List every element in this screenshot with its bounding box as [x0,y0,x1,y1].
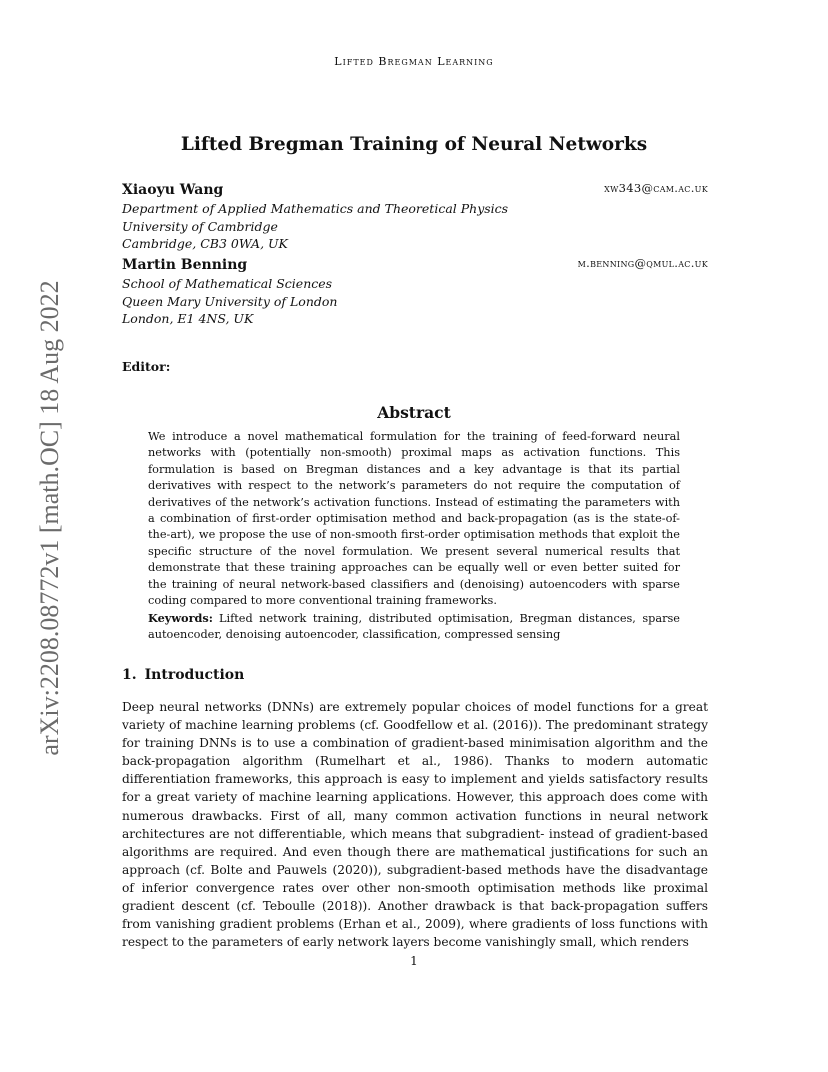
author-block-2 [122,256,708,328]
affiliation-line: University of Cambridge [122,218,278,234]
author-email[interactable]: m.benning@qmul.ac.uk [577,256,708,270]
arxiv-identifier: arXiv:2208.08772v1 [math.OC] 18 Aug 2022 [35,280,64,756]
author-name: Xiaoyu Wang [122,182,224,198]
author-block-1 [122,181,708,253]
keywords-text: Lifted network training, distributed optimisation, Bregman distances, sparse autoencoder, denoising autoencoder, classification, compressed sensing [148,612,680,642]
affiliation-line: Cambridge, CB3 0WA, UK [122,236,288,251]
section-number: 1. [122,667,137,683]
page-number: 1 [410,954,418,968]
affiliation-line: Department of Applied Mathematics and Theoretical Physics [122,201,509,216]
introduction-text: Deep neural networks (DNNs) are extremely popular choices of model functions for a great variety of machine learning problems (cf. Goodfellow et al. (2016)). The predominant strategy for training DNNs is to use a combination of gradient-based minimisation algorithm and the back-propagation algorithm (Rumelhart et al., 1986). Thanks to modern automatic differentiation frameworks, this approach is easy to implement and yields satisfactory results for a great variety of machine learning applications. However, this approach does come with numerous drawbacks. First of all, many common activation functions in neural network architectures are not differentiable, which means that subgradient- instead of gradient-based algorithms are required. And even though there are mathematical justifications for such an approach (cf. Bolte and Pauwels (2020)), subgradient-based methods have the disadvantage of inferior convergence rates over other non-smooth optimisation methods like proximal gradient descent (cf. Teboulle (2018)). Another drawback is that back-propagation suffers from vanishing gradient problems (Erhan et al., 2009), where gradients of loss functions with respect to the parameters of early network layers become vanishingly small, which renders [122,700,708,950]
abstract-heading: Abstract [377,403,451,422]
author-email[interactable]: xw343@cam.ac.uk [604,181,708,195]
keywords-label: Keywords: [148,611,213,625]
section-title: Introduction [144,667,245,683]
author-name: Martin Benning [122,257,248,273]
keywords [148,610,680,644]
section-heading [122,667,244,683]
affiliation-line: School of Mathematical Sciences [122,276,333,291]
abstract-text: We introduce a novel mathematical formulation for the training of feed-forward neural networks with (potentially non-smooth) proximal maps as activation functions. This formulation is based on Bregman distances and a key advantage is that its partial derivatives with respect to the network’s parameters do not require the computation of derivatives of the network’s activation functions. Instead of estimating the parameters with a combination of first-order optimisation method and back-propagation (as is the state-of-the-art), we propose the use of non-smooth first-order optimisation methods that exploit the specific structure of the novel formulation. We present several numerical results that demonstrate that these training approaches can be equally well or even better suited for the training of neural network-based classifiers and (denoising) autoencoders with sparse coding compared to more conventional training frameworks. [148,430,680,608]
affiliation-line: London, E1 4NS, UK [122,311,254,326]
editor-label: Editor: [122,359,171,374]
running-head: Lifted Bregman Learning [334,55,494,68]
affiliation-line: Queen Mary University of London [122,293,338,309]
paper-title: Lifted Bregman Training of Neural Networks [180,134,648,155]
